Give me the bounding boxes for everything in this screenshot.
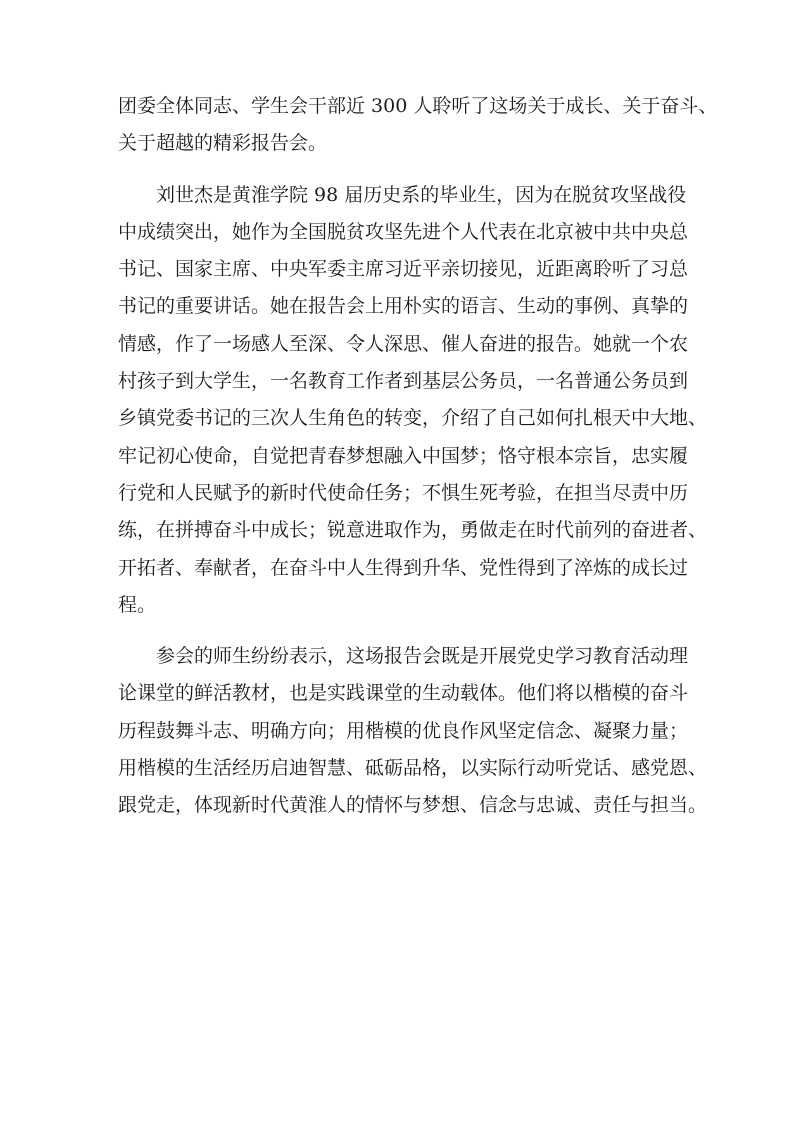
text-line: 刘世杰是黄淮学院 98 届历史系的毕业生，因为在脱贫攻坚战役 xyxy=(118,183,687,206)
paragraph-3 xyxy=(118,638,708,824)
text-line: 牢记初心使命，自觉把青春梦想融入中国梦；恪守根本宗旨，忠实履 xyxy=(118,444,689,467)
paragraph-spacing xyxy=(118,163,683,177)
text-line: 开拓者、奉献者，在奋斗中人生得到升华、党性得到了淬炼的成长过 xyxy=(118,556,689,579)
text-line: 用楷模的生活经历启迪智慧、砥砺品格，以实际行动听党话、感党恩、 xyxy=(118,757,708,780)
paragraph-spacing xyxy=(118,624,683,638)
text-line: 练，在拼搏奋斗中成长；锐意进取作为，勇做走在时代前列的奋进者、 xyxy=(118,519,708,542)
text-line: 程。 xyxy=(118,593,157,616)
paragraph-2 xyxy=(118,177,708,625)
text-line: 历程鼓舞斗志、明确方向；用楷模的优良作风坚定信念、凝聚力量； xyxy=(118,719,689,742)
text-line: 书记的重要讲话。她在报告会上用朴实的语言、生动的事例、真挚的 xyxy=(118,295,689,318)
text-line: 村孩子到大学生，一名教育工作者到基层公务员，一名普通公务员到 xyxy=(118,370,689,393)
text-line: 团委全体同志、学生会干部近 300 人聆听了这场关于成长、关于奋斗、 xyxy=(118,95,718,117)
paragraph-1 xyxy=(118,88,718,163)
text-line: 论课堂的鲜活教材，也是实践课堂的生动载体。他们将以楷模的奋斗 xyxy=(118,682,689,705)
text-line: 行党和人民赋予的新时代使命任务；不惧生死考验，在担当尽责中历 xyxy=(118,481,689,504)
text-line: 情感，作了一场感人至深、令人深思、催人奋进的报告。她就一个农 xyxy=(118,332,689,355)
text-line: 关于超越的精彩报告会。 xyxy=(118,132,328,155)
text-line: 书记、国家主席、中央军委主席习近平亲切接见，近距离聆听了习总 xyxy=(118,258,689,281)
document-body xyxy=(118,88,718,825)
text-line: 跟党走，体现新时代黄淮人的情怀与梦想、信念与忠诚、责任与担当。 xyxy=(118,794,708,817)
text-line: 乡镇党委书记的三次人生角色的转变，介绍了自己如何扎根天中大地、 xyxy=(118,407,708,430)
text-line: 中成绩突出，她作为全国脱贫攻坚先进个人代表在北京被中共中央总 xyxy=(118,220,689,243)
text-line: 参会的师生纷纷表示，这场报告会既是开展党史学习教育活动理 xyxy=(118,645,689,668)
